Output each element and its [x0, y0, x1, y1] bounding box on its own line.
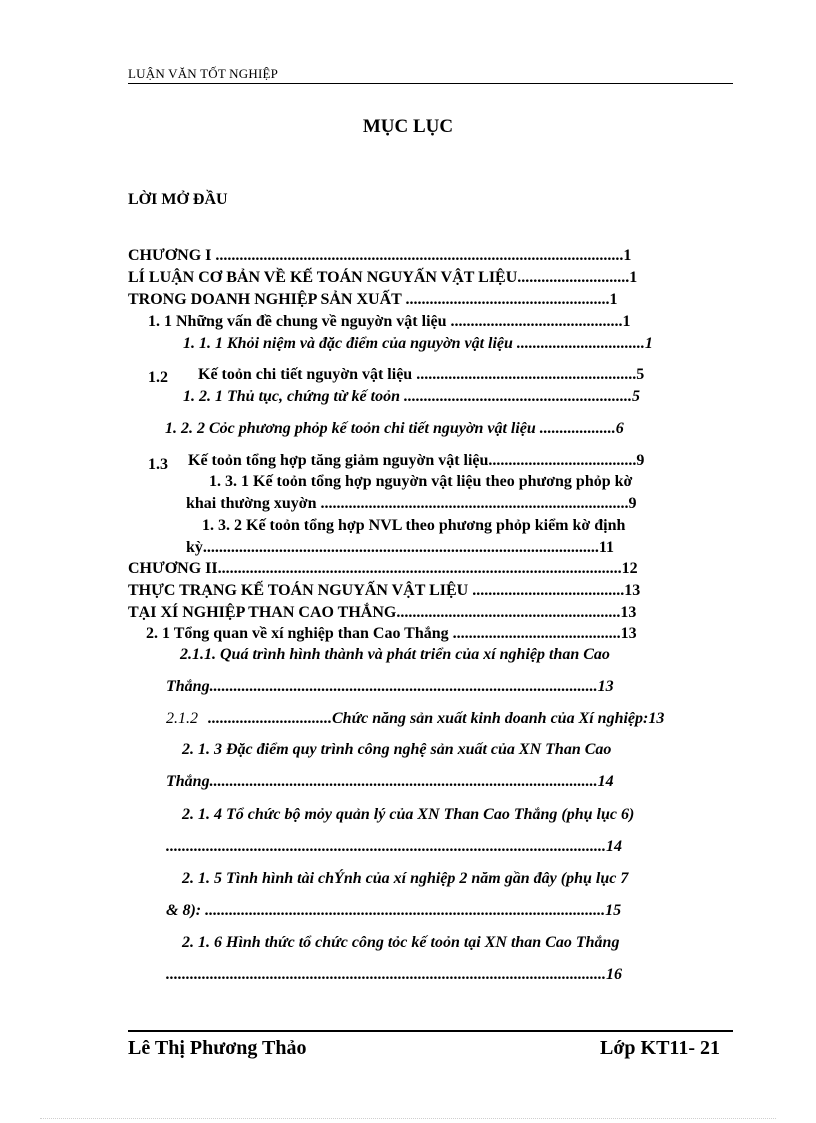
- toc-line: 2. 1 Tổng quan về xí nghiệp than Cao Thắng ..........................................13: [146, 625, 637, 642]
- page-bottom-border: [40, 1118, 776, 1119]
- toc-line: Kế toỏn chi tiết nguyờn vật liệu .......................................................5: [198, 366, 645, 383]
- header-divider: [128, 83, 733, 84]
- footer-divider: [128, 1030, 733, 1032]
- toc-line: & 8): ....................................................................................................15: [166, 902, 622, 919]
- toc-line: 1. 2. 1 Thủ tục, chứng từ kế toỏn .........................................................5: [183, 388, 640, 405]
- page-title: MỤC LỤC: [362, 116, 454, 137]
- toc-line: khai thường xuyờn .............................................................................9: [186, 495, 637, 512]
- toc-line: THỰC TRẠNG KẾ TOÁN NGUYẤN VẬT LIỆU ......................................13: [128, 582, 641, 599]
- toc-line: 2. 1. 5 Tình hình tài chÝnh của xí nghiệp 2 năm gần đây (phụ lục 7: [182, 870, 629, 887]
- toc-line: 2. 1. 6 Hình thức tổ chức công tỏc kế toỏn tại XN than Cao Thắng: [182, 934, 620, 951]
- toc-line: 2.1.2: [166, 710, 198, 727]
- page-header: LUẬN VĂN TỐT NGHIỆP: [128, 66, 279, 81]
- toc-line: TẠI XÍ NGHIỆP THAN CAO THẮNG........................................................13: [128, 604, 637, 621]
- toc-line: kỳ...................................................................................................11: [186, 539, 615, 556]
- toc-line: Thắng.................................................................................................13: [166, 678, 614, 695]
- toc-line: 1. 1. 1 Khỏi niệm và đặc điểm của nguyờn vật liệu ................................1: [183, 335, 653, 352]
- toc-line: ..............................................................................................................14: [166, 838, 622, 855]
- toc-line: ...............................Chức năng sản xuất kinh doanh của Xí nghiệp:13: [208, 710, 665, 727]
- toc-line: 1. 3. 2 Kế toỏn tổng hợp NVL theo phương phỏp kiểm kờ định: [202, 517, 626, 534]
- toc-line: Thắng.................................................................................................14: [166, 773, 614, 790]
- toc-line: 1. 1 Những vấn đề chung về nguyờn vật liệu ...........................................1: [148, 313, 631, 330]
- toc-line: 2.1.1. Quá trình hình thành và phát triển của xí nghiệp than Cao: [180, 646, 610, 663]
- toc-line: 1. 2. 2 Cỏc phương phỏp kế toỏn chi tiết nguyờn vật liệu ...................6: [165, 420, 624, 437]
- toc-line: Kế toỏn tổng hợp tăng giảm nguyờn vật liệu.....................................9: [188, 452, 645, 469]
- toc-line: 2. 1. 4 Tổ chức bộ mỏy quản lý của XN Than Cao Thắng (phụ lục 6): [182, 806, 635, 823]
- toc-line: 2. 1. 3 Đặc điểm quy trình công nghệ sản xuất của XN Than Cao: [182, 741, 612, 758]
- toc-line: 1. 3. 1 Kế toỏn tổng hợp nguyờn vật liệu theo phương phỏp kờ: [209, 473, 633, 490]
- toc-line: TRONG DOANH NGHIỆP SẢN XUẤT ...................................................1: [128, 291, 618, 308]
- toc-line: CHƯƠNG II.....................................................................................................12: [128, 560, 638, 577]
- class-label: Lớp KT11- 21: [600, 1037, 720, 1059]
- toc-line: ..............................................................................................................16: [166, 966, 622, 983]
- author-name: Lê Thị Phương Thảo: [128, 1037, 307, 1059]
- toc-line: CHƯƠNG I ......................................................................................................1: [128, 247, 632, 264]
- toc-line: 1.2: [148, 369, 168, 386]
- toc-line: 1.3: [148, 456, 168, 473]
- intro-heading: LỜI MỞ ĐẦU: [128, 191, 228, 208]
- toc-line: LÍ LUẬN CƠ BẢN VỀ KẾ TOÁN NGUYẤN VẬT LIỆU............................1: [128, 269, 638, 286]
